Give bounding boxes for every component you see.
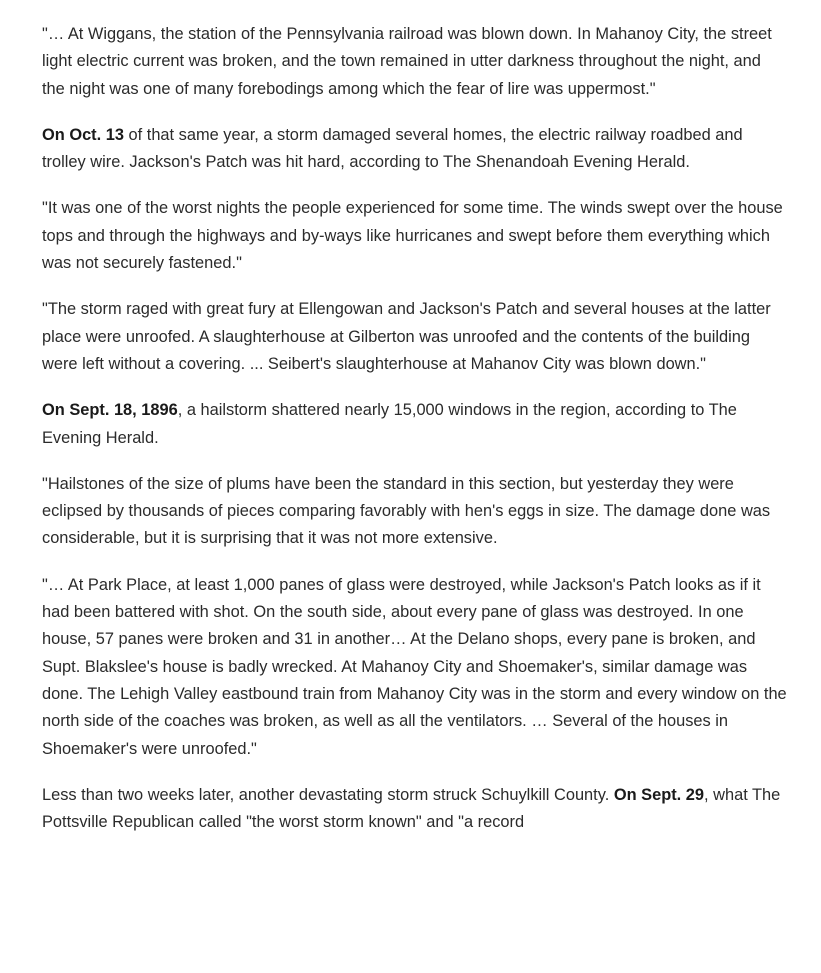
paragraph-sept-29-intro: Less than two weeks later, another devastating storm struck Schuylkill County. <box>42 785 614 804</box>
paragraph-sept-29 <box>42 782 787 837</box>
paragraph-worst-nights-quote: "It was one of the worst nights the people experienced for some time. The winds swept over the house tops and through the highways and by-ways like hurricanes and swept before them everything which was not securely fastened." <box>42 199 783 273</box>
date-lead-sept-18: On Sept. 18, 1896 <box>42 401 178 420</box>
article-body <box>42 21 787 855</box>
paragraph-oct-13 <box>42 122 787 177</box>
paragraph-park-place-quote: "… At Park Place, at least 1,000 panes of glass were destroyed, while Jackson's Patch looks as if it had been battered with shot. On the south side, about every pane of glass was destroyed. In one house, 57 panes were broken and 31 in another… At the Delano shops, every pane is broken, and Supt. Blakslee's house is badly wrecked. At Mahanoy City and Shoemaker's, similar damage was done. The Lehigh Valley eastbound train from Mahanoy City was in the storm and every window on the north side of the coaches was broken, as well as all the ventilators. … Several of the houses in Shoemaker's were unroofed." <box>42 575 787 758</box>
paragraph-ellengowan-quote: "The storm raged with great fury at Ellengowan and Jackson's Patch and several houses at the latter place were unroofed. A slaughterhouse at Gilberton was unroofed and the contents of the building were left without a covering. ... Seibert's slaughterhouse at Mahanov City was blown down." <box>42 300 771 373</box>
paragraph-wiggans-quote: "… At Wiggans, the station of the Pennsylvania railroad was blown down. In Mahanoy City, the street light electric current was broken, and the town remained in utter darkness throughout the night, and the night was one of many forebodings among which the fear of lire was uppermost." <box>42 25 772 98</box>
paragraph-hailstones-quote: "Hailstones of the size of plums have been the standard in this section, but yesterday they were eclipsed by thousands of pieces comparing favorably with hen's eggs in size. The damage done was considerable, but it is surprising that it was not more extensive. <box>42 474 771 548</box>
paragraph-oct-13-text: of that same year, a storm damaged several homes, the electric railway roadbed and trolley wire. Jackson's Patch was hit hard, according to The Shenandoah Evening Herald. <box>42 125 743 172</box>
date-lead-oct-13: On Oct. 13 <box>42 125 124 144</box>
paragraph-sept-18-text: , a hailstorm shattered nearly 15,000 windows in the region, according to The Evening Herald. <box>42 401 737 447</box>
paragraph-sept-29-text: , what The Pottsville Republican called "the worst storm known" and "a record <box>42 785 781 832</box>
date-lead-sept-29: On Sept. 29 <box>613 785 705 804</box>
paragraph-sept-18 <box>42 397 787 452</box>
